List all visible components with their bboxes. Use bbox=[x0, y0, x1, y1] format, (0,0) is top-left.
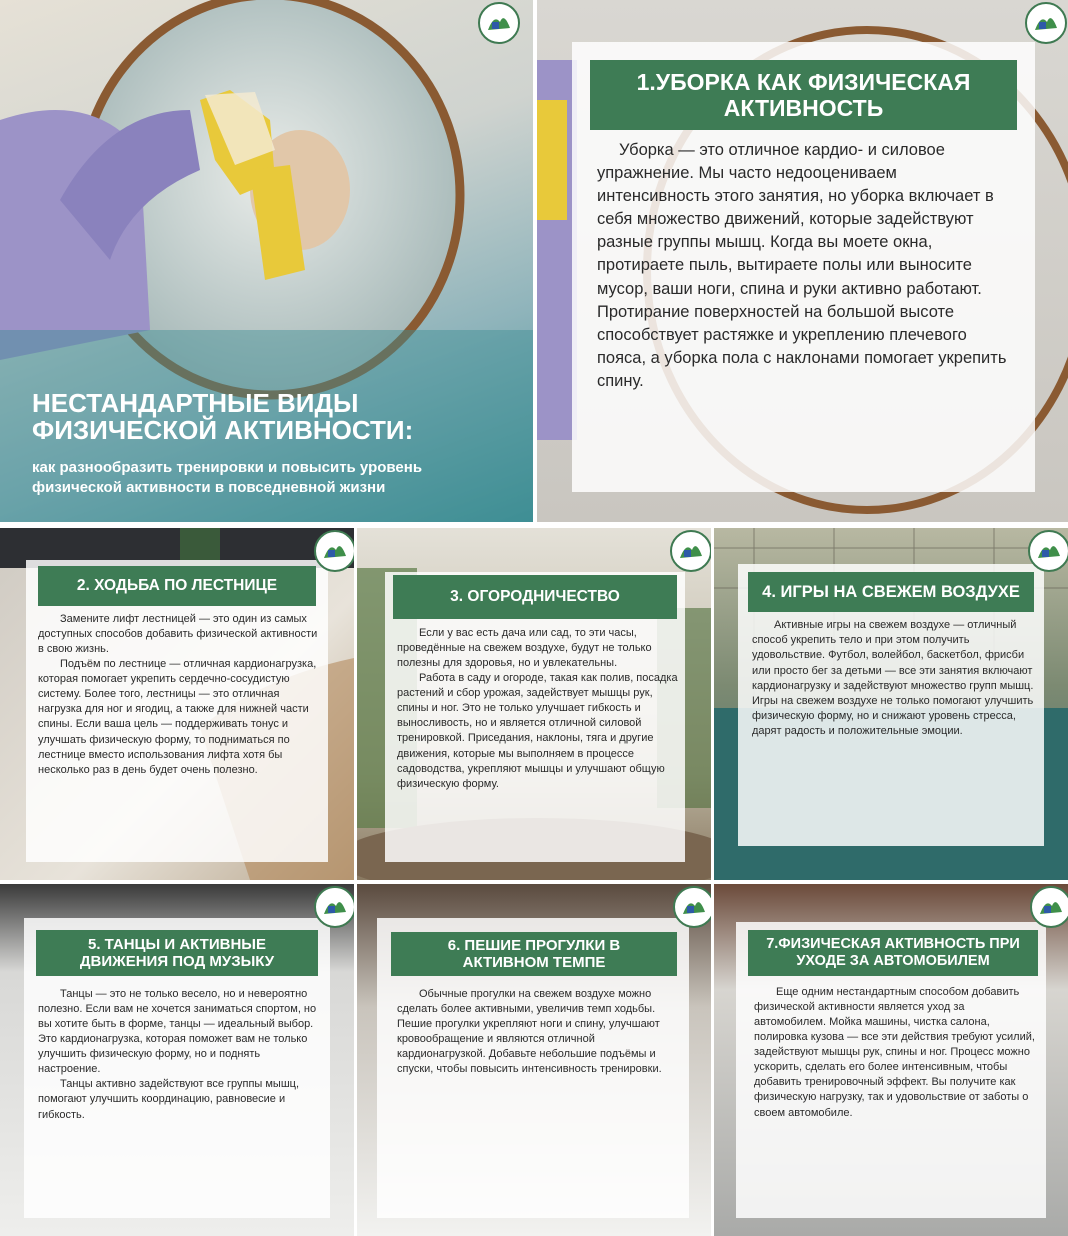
emblem-icon bbox=[673, 886, 711, 928]
section-2-text bbox=[38, 612, 320, 778]
section-5-tile bbox=[0, 884, 354, 1236]
section-5-paragraph-2: Танцы активно задействуют все группы мышц, помогают улучшить координацию, равновесие и гибкость. bbox=[38, 1078, 300, 1121]
section-7-title bbox=[748, 930, 1038, 976]
section-6-title-line-1: 6. ПЕШИЕ ПРОГУЛКИ В bbox=[447, 936, 621, 954]
section-7-title-line-2: УХОДЕ ЗА АВТОМОБИЛЕМ bbox=[796, 953, 990, 969]
section-2-paragraph-1: Замените лифт лестницей — это один из самых доступных способов добавить физической активности в свою жизнь. bbox=[38, 613, 318, 656]
section-2-title-line-1: 2. ХОДЬБА ПО ЛЕСТНИЦЕ bbox=[76, 577, 278, 595]
emblem-icon bbox=[1025, 2, 1067, 44]
section-3-tile bbox=[357, 528, 711, 880]
section-5-title-line-2: ДВИЖЕНИЯ ПОД МУЗЫКУ bbox=[79, 953, 275, 970]
section-3-title-line-1: 3. ОГОРОДНИЧЕСТВО bbox=[450, 588, 620, 606]
section-4-tile bbox=[714, 528, 1068, 880]
section-6-text bbox=[397, 987, 679, 1077]
emblem-icon bbox=[478, 2, 520, 44]
cover-subtitle-line-1: как разнообразить тренировки и повысить уровень bbox=[32, 459, 423, 476]
section-1-text bbox=[597, 139, 1007, 393]
section-3-title bbox=[393, 575, 677, 619]
section-6-title-line-2: АКТИВНОМ ТЕМПЕ bbox=[462, 954, 606, 971]
section-1-title-line-1: 1.УБОРКА КАК ФИЗИЧЕСКАЯ bbox=[636, 68, 971, 95]
cover-title-line-2: ФИЗИЧЕСКОЙ АКТИВНОСТИ: bbox=[32, 415, 414, 446]
section-2-title bbox=[38, 566, 316, 606]
section-2-paragraph-2: Подъём по лестнице — отличная кардионагрузка, которая помогает укрепить сердечно-сосудистую систему. Более того, лестницы — это отличная нагрузка для ног и ягодиц, а также для нижней части спины. Если ваша цель — поддерживать тонус и улучшать физическую форму, то подниматься по лестнице вместо использования лифта хотя бы несколько раз в день будет очень полезно. bbox=[38, 658, 317, 776]
section-4-paragraph: Активные игры на свежем воздухе — отличный способ укрепить тело и при этом получить удовольствие. Футбол, волейбол, баскетбол, фрисби или просто бег за детьми — все эти занятия включают кардионагрузку и задействуют множество групп мышц. Игры на свежем воздухе не только помогают улучшить физическую форму, но и снижают уровень стресса, дарят радость и положительные эмоции. bbox=[752, 619, 1034, 738]
section-6-paragraph: Обычные прогулки на свежем воздухе можно сделать более активными, увеличив темп ходьбы. Пешие прогулки укрепляют ноги и спину, улучшают кровообращение и являются отличной кардионагрузкой. Добавьте небольшие подъёмы и спуски, чтобы повысить интенсивность тренировки. bbox=[397, 988, 662, 1076]
emblem-icon bbox=[1030, 886, 1068, 928]
emblem-icon bbox=[314, 886, 354, 928]
section-7-title-line-1: 7.ФИЗИЧЕСКАЯ АКТИВНОСТЬ ПРИ bbox=[766, 936, 1020, 953]
cover-subtitle bbox=[32, 458, 422, 497]
section-3-paragraph-2: Работа в саду и огороде, такая как полив, посадка растений и сбор урожая, задействует мышцы рук, спины и ног. Это не только улучшает гибкость и выносливость, но и является отличной силовой тренировкой. Приседания, наклоны, тяга и другие движения, которые мы выполняем в процессе садоводства, укрепляют мышцы и улучшают общую физическую форму. bbox=[397, 672, 678, 790]
section-7-paragraph: Еще одним нестандартным способом добавить физической активности является уход за автомобилем. Мойка машины, чистка салона, полировка кузова — все эти действия требуют усилий, задействуют мышцы рук, спины и ног. Процесс можно ускорить, сделать его более интенсивным, чтобы добавить тренировочный эффект. Вы получите как физическую нагрузку, так и удовольствие от заботы о своем автомобиле. bbox=[754, 986, 1035, 1119]
section-5-title bbox=[36, 930, 318, 976]
section-3-paragraph-1: Если у вас есть дача или сад, то эти часы, проведённые на свежем воздухе, будут не только полезны для здоровья, но и увлекательны. bbox=[397, 627, 652, 670]
section-5-title-line-1: 5. ТАНЦЫ И АКТИВНЫЕ bbox=[88, 935, 266, 953]
section-7-tile bbox=[714, 884, 1068, 1236]
section-5-paragraph-1: Танцы — это не только весело, но и невероятно полезно. Если вам не хочется заниматься спортом, но вы хотите быть в форме, танцы — идеальный выбор. Это кардионагрузка, которая поможет вам не только улучшить физическую форму, но и поднять настроение. bbox=[38, 988, 317, 1076]
cover-title-line-1: НЕСТАНДАРТНЫЕ ВИДЫ bbox=[32, 388, 359, 418]
emblem-icon bbox=[1028, 530, 1068, 572]
section-4-title-line-1: 4. ИГРЫ НА СВЕЖЕМ ВОЗДУХЕ bbox=[762, 582, 1020, 601]
cover-tile bbox=[0, 0, 533, 522]
emblem-icon bbox=[670, 530, 711, 572]
section-3-text bbox=[397, 626, 679, 792]
section-7-text bbox=[754, 985, 1036, 1121]
section-6-title bbox=[391, 932, 677, 976]
section-4-text bbox=[752, 618, 1036, 739]
cover-title bbox=[32, 390, 413, 445]
section-1-paragraph: Уборка — это отличное кардио- и силовое упражнение. Мы часто недооцениваем интенсивность этого занятия, но уборка включает в себя множество движений, которые задействуют разные группы мышц. Когда вы моете окна, протираете пыль, вытираете полы или выносите мусор, ваши ноги, спина и руки активно работают. Протирание поверхностей на большой высоте способствует растяжке и укреплению плечевого пояса, а уборка пола с наклонами помогает укрепить спину. bbox=[597, 141, 1007, 390]
emblem-icon bbox=[314, 530, 354, 572]
section-1-tile bbox=[537, 0, 1068, 522]
section-1-title-line-2: АКТИВНОСТЬ bbox=[723, 95, 884, 121]
section-6-tile bbox=[357, 884, 711, 1236]
section-2-tile bbox=[0, 528, 354, 880]
cover-subtitle-line-2: физической активности в повседневной жизни bbox=[32, 478, 386, 496]
section-4-title bbox=[748, 572, 1034, 612]
section-5-text bbox=[38, 987, 322, 1123]
section-1-title bbox=[590, 60, 1017, 130]
